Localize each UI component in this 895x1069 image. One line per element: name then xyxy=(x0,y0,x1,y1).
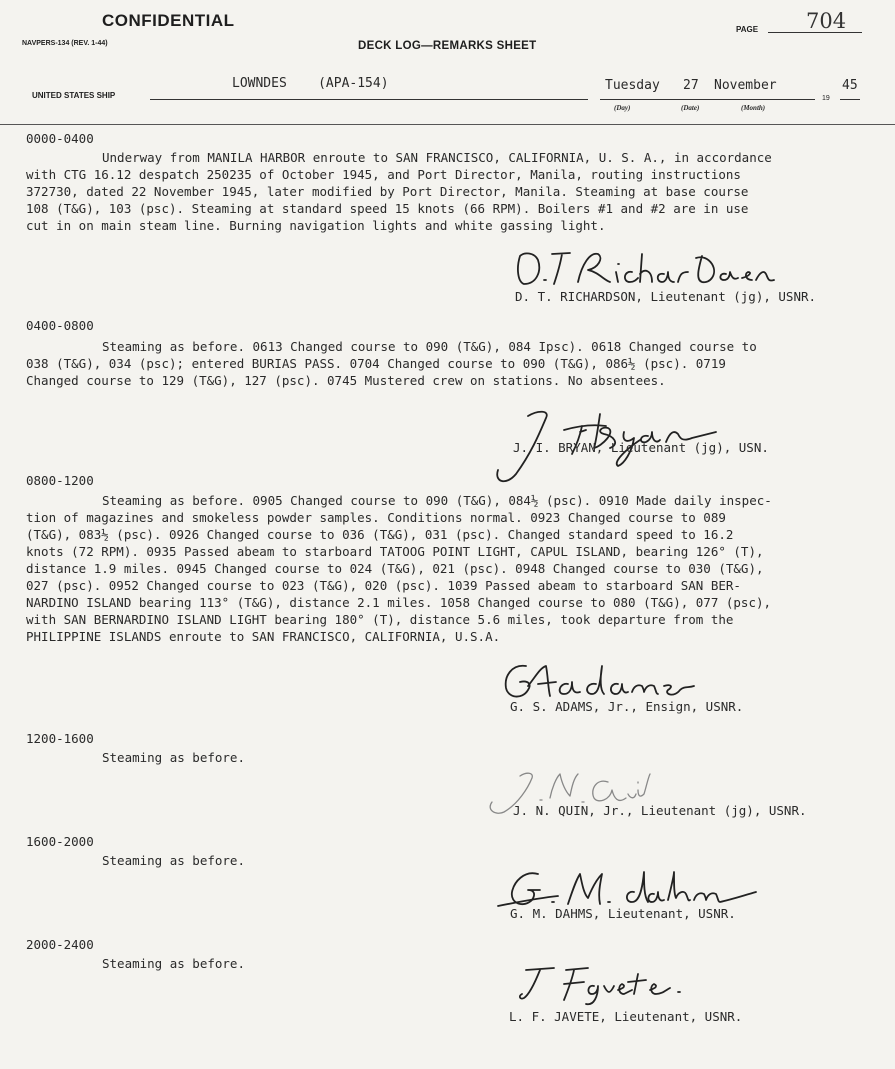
log-day: Tuesday xyxy=(605,78,660,93)
month-caption: (Month) xyxy=(741,104,766,112)
header-divider xyxy=(0,124,895,125)
watch-period: 0800-1200 xyxy=(26,473,94,488)
watch-period: 1600-2000 xyxy=(26,834,94,849)
ship-name-line xyxy=(150,99,588,100)
signer-name: D. T. RICHARDSON, Lieutenant (jg), USNR. xyxy=(515,289,817,304)
form-number: NAVPERS-134 (REV. 1-44) xyxy=(22,40,108,47)
classification-label: CONFIDENTIAL xyxy=(102,11,235,30)
sheet-title: DECK LOG—REMARKS SHEET xyxy=(358,40,537,52)
signer-name: J. N. QUIN, Jr., Lieutenant (jg), USNR. xyxy=(513,803,807,818)
watch-remarks: Steaming as before. 0905 Changed course to 090 (T&G), 084½ (psc). 0910 Made daily inspec- tion of magazines and smokeless powder samples. Conditions normal. 0923 Changed course to 089 (T&G), 083½ (psc). 0926 Changed course to 036 (T&G), 031 (psc). Changed standard speed to 16.2 knots (72 RPM). 0935 Passed abeam to starboard TATOOG POINT LIGHT, CAPUL ISLAND, bearing 126° (T), distance 1.9 miles. 0945 Changed course to 024 (T&G), 021 (psc). 0948 Changed course to 030 (T&G), 027 (psc). 0952 Changed course to 023 (T&G), 020 (psc). 1039 Passed abeam to starboard SAN BER- NARDINO ISLAND bearing 113° (T&G), distance 2.1 miles. 1058 Changed course to 080 (T&G), 077 (psc), with SAN BERNARDINO ISLAND LIGHT bearing 180° (T), distance 5.6 miles, took departure from the PHILIPPINE ISLANDS enroute to SAN FRANCISCO, CALIFORNIA, U.S.A. xyxy=(26,493,772,644)
watch-remarks: Steaming as before. xyxy=(102,956,245,971)
signer-name: G. S. ADAMS, Jr., Ensign, USNR. xyxy=(510,699,744,714)
day-caption: (Day) xyxy=(614,104,631,112)
date-line xyxy=(600,99,815,100)
watch-remarks: Steaming as before. xyxy=(102,750,245,765)
ship-label: UNITED STATES SHIP xyxy=(32,91,116,100)
watch-remarks: Underway from MANILA HARBOR enroute to SAN FRANCISCO, CALIFORNIA, U. S. A., in accordance with CTG 16.12 despatch 250235 of October 1945, and Port Director, Manila, routing instructions 372730, dated 22 November 1945, later modified by Port Director, Manila. Steaming at base course 108 (T&G), 103 (psc). Steaming at standard speed 15 knots (66 RPM). Boilers #1 and #2 are in use cut in on main steam line. Burning navigation lights and white gassing light. xyxy=(26,150,772,233)
watch-remarks: Steaming as before. 0613 Changed course to 090 (T&G), 084 Ipsc). 0618 Changed course to 038 (T&G), 034 (psc); entered BURIAS PASS. 0704 Changed course to 090 (T&G), 086½ (psc). 0719 Changed course to 129 (T&G), 127 (psc). 0745 Mustered crew on stations. No absentees. xyxy=(26,339,757,388)
year-line xyxy=(840,99,860,100)
watch-remarks: Steaming as before. xyxy=(102,853,245,868)
watch-period: 0000-0400 xyxy=(26,131,94,146)
signer-name: L. F. JAVETE, Lieutenant, USNR. xyxy=(509,1009,743,1024)
signature-javete xyxy=(514,960,699,1006)
page-label: PAGE xyxy=(736,25,759,34)
watch-period: 1200-1600 xyxy=(26,731,94,746)
signer-name: J. I. BRYAN, Lieutenant (jg), USN. xyxy=(513,440,769,455)
log-date: 27 xyxy=(683,78,699,93)
log-year: 45 xyxy=(842,78,858,93)
ship-name: LOWNDES (APA-154) xyxy=(232,76,389,91)
year-prefix: 19 xyxy=(822,95,830,102)
signer-name: G. M. DAHMS, Lieutenant, USNR. xyxy=(510,906,736,921)
page-number: 704 xyxy=(806,9,847,33)
signature-richardson xyxy=(512,244,777,294)
watch-period: 0400-0800 xyxy=(26,318,94,333)
date-caption: (Date) xyxy=(681,104,700,112)
log-month: November xyxy=(714,78,777,93)
watch-period: 2000-2400 xyxy=(26,937,94,952)
